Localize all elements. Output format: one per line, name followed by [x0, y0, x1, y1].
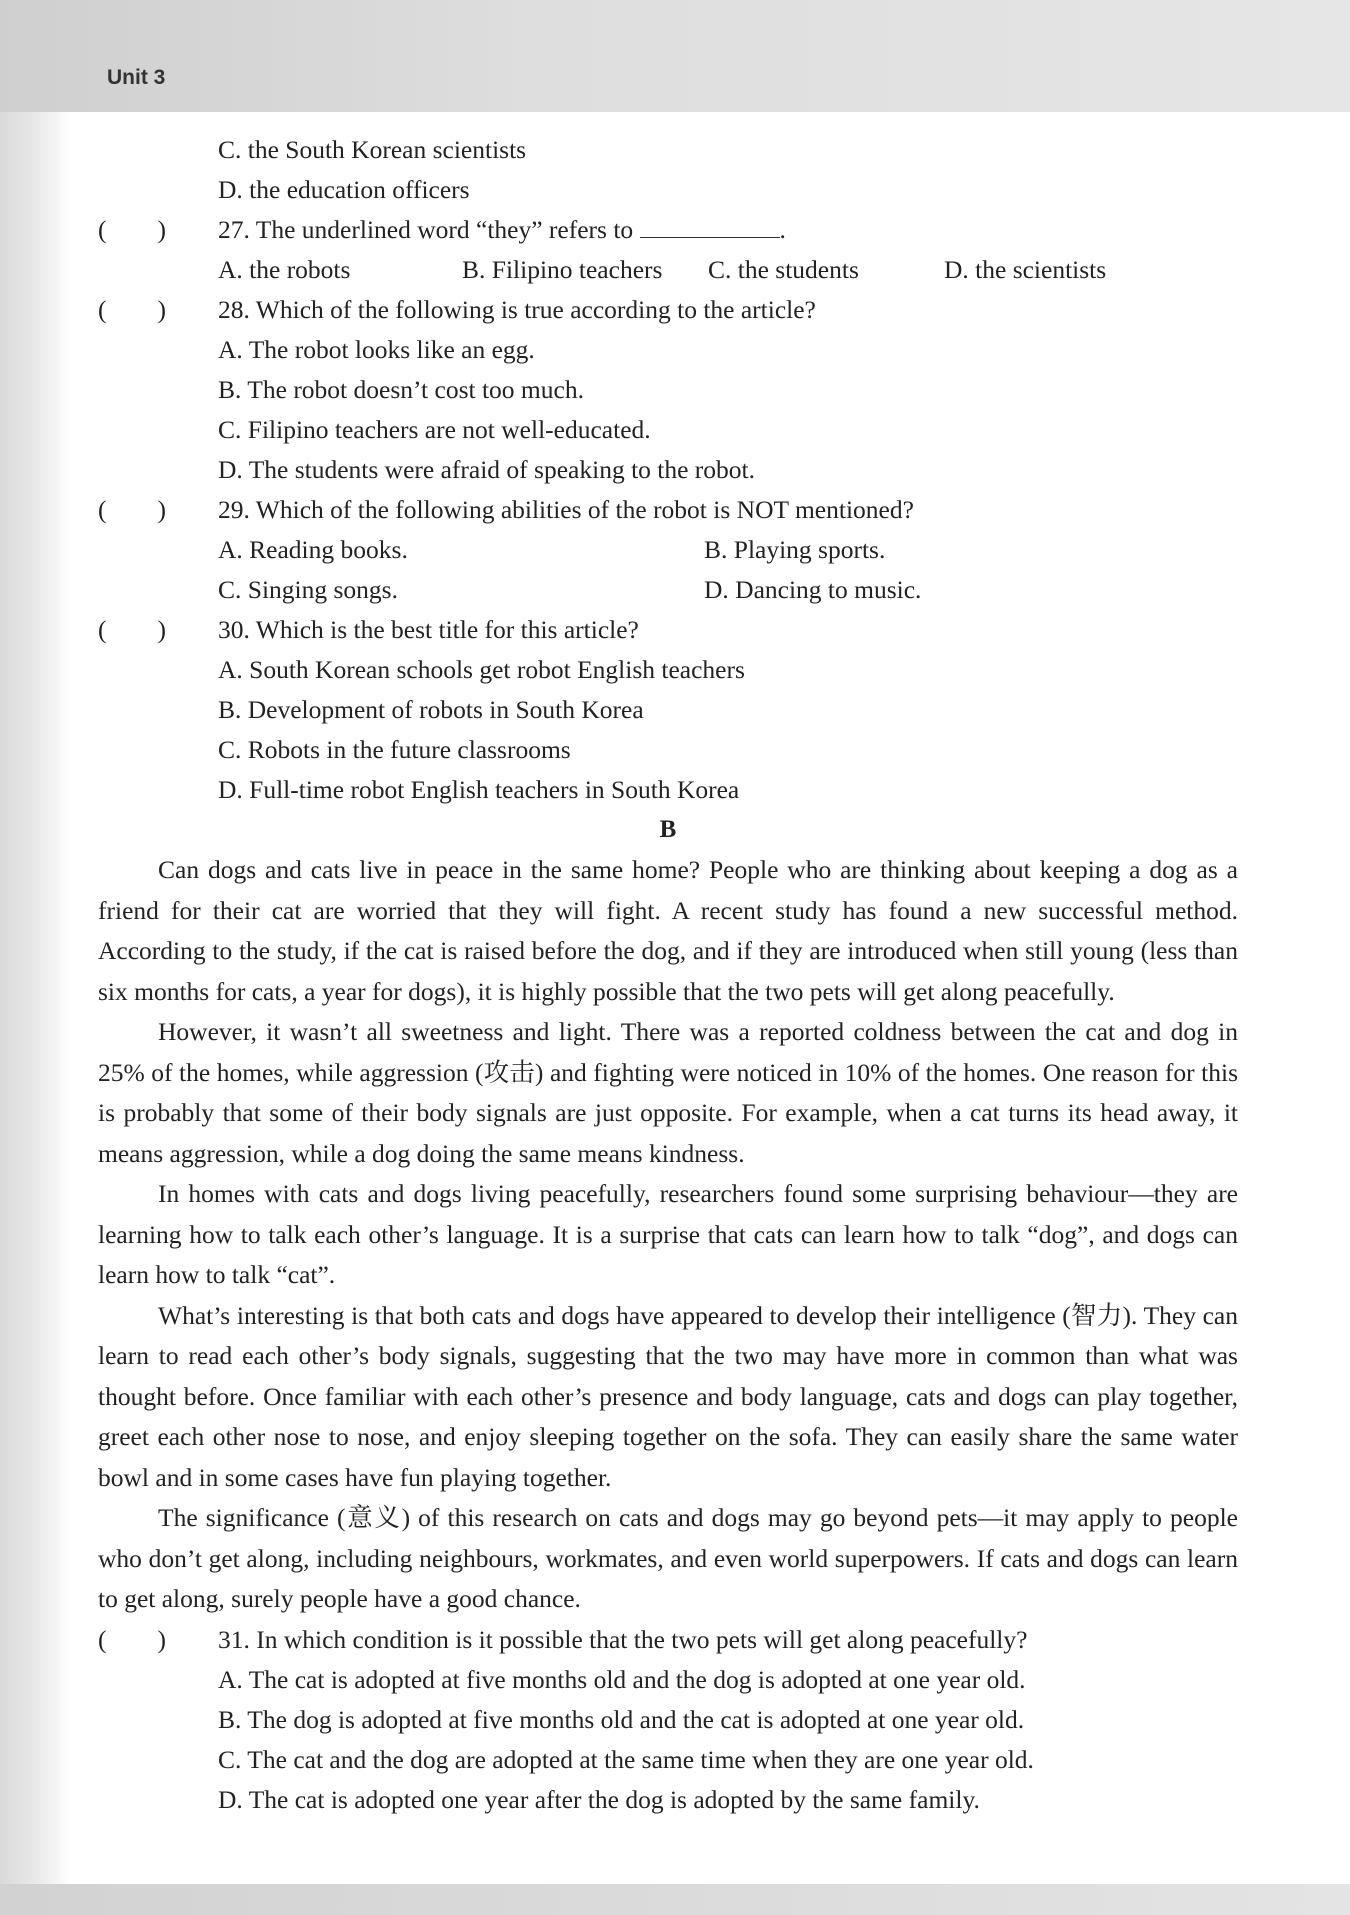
- content: [98, 130, 1238, 1820]
- passage-paragraph: In homes with cats and dogs living peacefully, researchers found some surprising behaviour—they are learning how to talk each other’s language. It is a surprise that cats can learn how to talk “dog”, and dogs can learn how to talk “cat”.: [98, 1179, 1238, 1289]
- q29-option-b: B. Playing sports.: [704, 535, 886, 564]
- q29-option-c: C. Singing songs.: [218, 575, 398, 604]
- q29-options-row-1: [98, 530, 1238, 570]
- q29-option-d: D. Dancing to music.: [704, 575, 922, 604]
- question-27: [98, 210, 1238, 250]
- q30-option-d: D. Full-time robot English teachers in South Korea: [218, 775, 740, 804]
- passage-paragraph: The significance (意义) of this research on cats and dogs may go beyond pets—it may apply to people who don’t get along, including neighbours, workmates, and even world superpowers. If cats and dogs can learn to get along, surely people have a good chance.: [98, 1503, 1238, 1613]
- question-27-period: .: [779, 215, 786, 244]
- page-edge-shadow: [0, 112, 70, 1892]
- q31-option-a: A. The cat is adopted at five months old and the dog is adopted at one year old.: [218, 1664, 1026, 1694]
- q27-option-d: D. the scientists: [944, 255, 1107, 284]
- answer-blank-28[interactable]: ( ): [98, 295, 166, 324]
- fill-blank-line[interactable]: [640, 211, 780, 238]
- q30-option-a: A. South Korean schools get robot English teachers: [218, 655, 745, 684]
- question-27-text: 27. The underlined word “they” refers to: [218, 215, 634, 244]
- q30-option-b: B. Development of robots in South Korea: [218, 695, 644, 724]
- q28-option-c: C. Filipino teachers are not well-educated.: [218, 415, 651, 444]
- unit-label: Unit 3: [107, 66, 166, 89]
- question-27-stem: [218, 210, 786, 250]
- section-heading: B: [659, 816, 677, 843]
- q30-option-c: C. Robots in the future classrooms: [218, 735, 571, 764]
- question-31-text: 31. In which condition is it possible that the two pets will get along peacefully?: [218, 1624, 1028, 1654]
- q27-option-a: A. the robots: [218, 255, 351, 284]
- q31-option-c: C. The cat and the dog are adopted at the same time when they are one year old.: [218, 1744, 1034, 1774]
- question-31: [98, 1620, 1238, 1660]
- q31-option-b: B. The dog is adopted at five months old and the cat is adopted at one year old.: [218, 1704, 1025, 1734]
- passage-paragraph: However, it wasn’t all sweetness and light. There was a reported coldness between the cat and dog in 25% of the homes, while aggression (攻击) and fighting were noticed in 10% of the homes. One reason for this is probably that some of their body signals are just opposite. For example, when a cat turns its head away, it means aggression, while a dog doing the same means kindness.: [98, 1017, 1238, 1168]
- q29-option-a: A. Reading books.: [218, 535, 408, 564]
- question-30-text: 30. Which is the best title for this article?: [218, 615, 639, 644]
- answer-blank-27[interactable]: ( ): [98, 215, 166, 244]
- question-29: [98, 490, 1238, 530]
- q28-option-d: D. The students were afraid of speaking to the robot.: [218, 455, 756, 484]
- header-band: [0, 0, 1350, 112]
- passage-paragraph: Can dogs and cats live in peace in the same home? People who are thinking about keeping a dog as a friend for their cat are worried that they will fight. A recent study has found a new successful method. According to the study, if the cat is raised before the dog, and if they are introduced when still young (less than six months for cats, a year for dogs), it is highly possible that the two pets will get along peacefully.: [98, 855, 1238, 1006]
- q29-options-row-2: [98, 570, 1238, 610]
- answer-blank-29[interactable]: ( ): [98, 495, 166, 524]
- q27-option-c: C. the students: [708, 255, 859, 284]
- answer-blank-31[interactable]: ( ): [98, 1624, 166, 1654]
- question-29-text: 29. Which of the following abilities of the robot is NOT mentioned?: [218, 495, 914, 524]
- passage-paragraph: What’s interesting is that both cats and dogs have appeared to develop their intelligence (智力). They can learn to read each other’s body signals, suggesting that the two may have more in common than what was thought before. Once familiar with each other’s presence and body language, cats and dogs can play together, greet each other nose to nose, and enjoy sleeping together on the sofa. They can easily share the same water bowl and in some cases have fun playing together.: [98, 1300, 1238, 1492]
- q26-option-c: C. the South Korean scientists: [218, 135, 527, 164]
- q26-option-d: D. the education officers: [218, 175, 470, 204]
- footer-band: [0, 1884, 1350, 1915]
- question-27-options: [98, 250, 1238, 290]
- question-28-text: 28. Which of the following is true according to the article?: [218, 295, 816, 324]
- q27-option-b: B. Filipino teachers: [462, 255, 663, 284]
- q28-option-a: A. The robot looks like an egg.: [218, 335, 535, 364]
- q28-option-b: B. The robot doesn’t cost too much.: [218, 375, 584, 404]
- question-28: [98, 290, 1238, 330]
- answer-blank-30[interactable]: ( ): [98, 615, 166, 644]
- q31-option-d: D. The cat is adopted one year after the dog is adopted by the same family.: [218, 1784, 980, 1814]
- question-30: [98, 610, 1238, 650]
